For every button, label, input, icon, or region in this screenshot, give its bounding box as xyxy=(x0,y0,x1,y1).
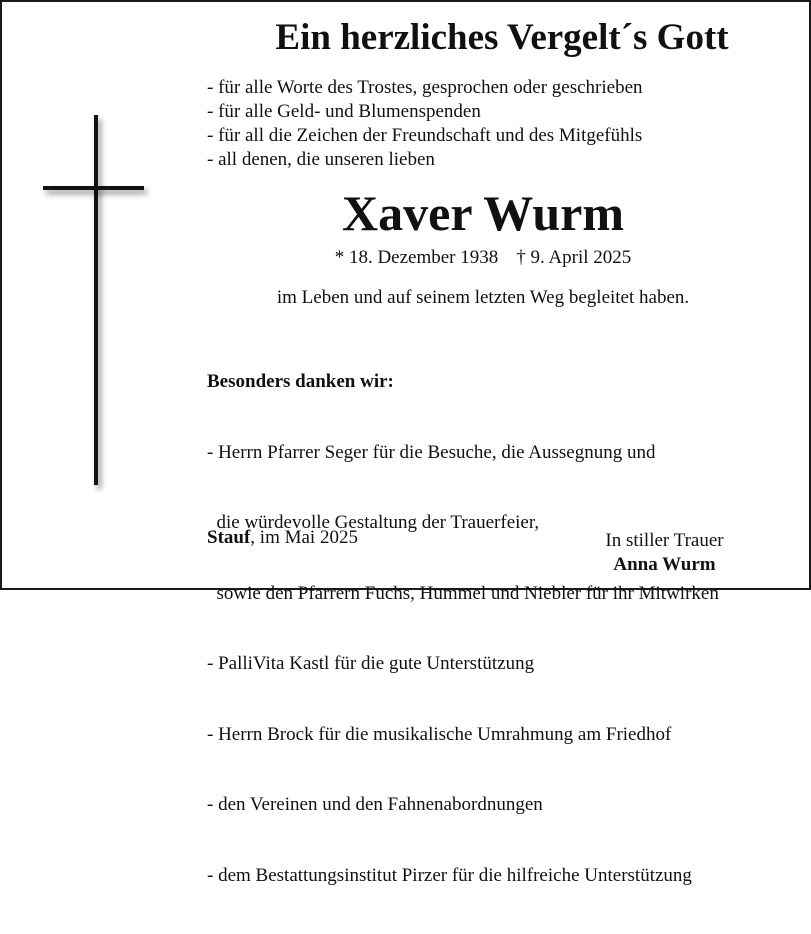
date-text: , im Mai 2025 xyxy=(250,527,358,548)
intro-line: - für all die Zeichen der Freundschaft und des Mitgefühls xyxy=(207,125,643,146)
mourning-signature xyxy=(587,529,742,577)
special-thanks-block xyxy=(207,323,719,934)
thank-you-heading: Ein herzliches Vergelt´s Gott xyxy=(275,17,729,58)
thanks-line: sowie den Pfarrern Fuchs, Hummel und Niebler für ihr Mitwirken xyxy=(207,582,719,604)
intro-list xyxy=(207,76,643,172)
deceased-name: Xaver Wurm xyxy=(342,185,624,241)
signatory-name: Anna Wurm xyxy=(613,554,716,575)
life-dates xyxy=(202,247,764,269)
thanks-line: die würdevolle Gestaltung der Trauerfeier, xyxy=(207,512,540,533)
cross-vertical-beam xyxy=(94,115,98,485)
thanks-line: - den Vereinen und den Fahnenabordnungen xyxy=(207,794,543,815)
mourning-text: In stiller Trauer xyxy=(605,530,724,551)
intro-line: - für alle Worte des Trostes, gesprochen oder geschrieben xyxy=(207,77,643,98)
thanks-line: - dem Bestattungsinstitut Pirzer für die hilfreiche Unterstützung xyxy=(207,864,692,886)
place-name: Stauf xyxy=(207,527,251,548)
thanks-line: - Herrn Brock für die musikalische Umrahmung am Friedhof xyxy=(207,723,672,745)
accompanied-text: im Leben und auf seinem letzten Weg begleitet haben. xyxy=(276,287,690,308)
place-and-date xyxy=(207,527,358,549)
special-thanks-heading: Besonders danken wir: xyxy=(207,371,394,392)
death-date: † 9. April 2025 xyxy=(516,247,632,268)
thanks-line: - PalliVita Kastl für die gute Unterstützung xyxy=(207,653,535,674)
birth-date: * 18. Dezember 1938 xyxy=(334,247,499,268)
cross-horizontal-beam xyxy=(43,186,144,190)
intro-line: - für alle Geld- und Blumenspenden xyxy=(207,101,481,122)
intro-line: - all denen, die unseren lieben xyxy=(207,149,435,170)
thanks-line: - Herrn Pfarrer Seger für die Besuche, die Aussegnung und xyxy=(207,441,656,463)
